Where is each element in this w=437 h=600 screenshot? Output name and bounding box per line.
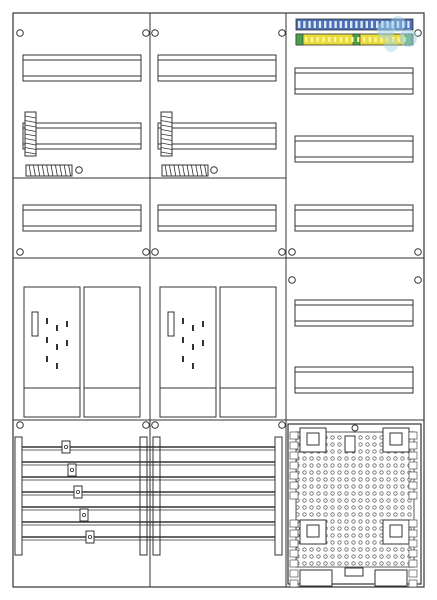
edge-notch [290, 520, 298, 527]
bottom-latch [345, 568, 363, 576]
din-rail [295, 136, 413, 162]
terminal-slot [317, 37, 319, 42]
edge-notch [409, 550, 417, 557]
din-rail [158, 123, 276, 149]
terminal-slot [355, 21, 357, 28]
terminal-slot [366, 21, 368, 28]
din-rail [23, 55, 141, 81]
terminal-slot [303, 21, 305, 28]
meter-slot [168, 312, 174, 336]
mounting-hole [17, 422, 24, 429]
din-rail [23, 205, 141, 231]
edge-notch [290, 492, 298, 499]
mounting-hole [415, 277, 422, 284]
meter-slot [32, 312, 38, 336]
edge-notch [290, 560, 298, 567]
mounting-hole [76, 167, 83, 174]
meter-contact [192, 344, 194, 350]
mounting-hole [152, 249, 159, 256]
din-rail [158, 205, 276, 231]
meter-contact [192, 325, 194, 331]
edge-notch [409, 482, 417, 489]
logo-circle [384, 38, 398, 52]
mounting-hole [143, 249, 150, 256]
terminal-slot [350, 21, 352, 28]
terminal-slot [298, 21, 300, 28]
mounting-hole [143, 30, 150, 37]
terminal-slot [340, 37, 342, 42]
mounting-hole [211, 167, 218, 174]
meter-contact [202, 321, 204, 327]
busbar-support [15, 437, 22, 555]
terminal-slot [371, 21, 373, 28]
edge-notch [409, 580, 417, 587]
terminal-slot [314, 21, 316, 28]
logo-circle [399, 29, 417, 47]
mounting-hole [17, 249, 24, 256]
terminal-slot [375, 37, 377, 42]
terminal-slot [360, 21, 362, 28]
bottom-bracket [375, 570, 407, 586]
busbar-sections [15, 437, 282, 555]
terminal-slot [324, 21, 326, 28]
bracket-slot [307, 433, 319, 445]
terminal-slot [328, 37, 330, 42]
bracket-slot [390, 433, 402, 445]
edge-notch [409, 472, 417, 479]
edge-notch [290, 482, 298, 489]
terminal-slot [407, 21, 409, 28]
terminal-slot [363, 37, 365, 42]
mounting-hole [415, 249, 422, 256]
mounting-hole [152, 30, 159, 37]
clamp-screw [88, 535, 91, 538]
din-rail [295, 300, 413, 326]
terminal-slot [351, 37, 353, 42]
meter-contact [66, 340, 68, 346]
edge-notch [409, 442, 417, 449]
terminal-slot [319, 21, 321, 28]
edge-notch [290, 472, 298, 479]
meter-contact [182, 356, 184, 362]
edge-notch [409, 452, 417, 459]
terminal-slot [357, 37, 359, 42]
terminal-slot [305, 37, 307, 42]
mounting-hole [279, 249, 286, 256]
bracket-slot [307, 525, 319, 537]
mounting-hole [279, 422, 286, 429]
clamp-screw [70, 468, 73, 471]
terminal-slot [340, 21, 342, 28]
meter-blank-panel [220, 287, 276, 417]
din-rail [295, 367, 413, 393]
meter-contact [182, 318, 184, 324]
din-rail [158, 55, 276, 81]
terminal-slot [334, 37, 336, 42]
edge-notch [290, 570, 298, 577]
meter-contact [192, 363, 194, 369]
meter-panel [24, 287, 80, 417]
edge-notch [409, 492, 417, 499]
edge-notch [290, 432, 298, 439]
clamp-screw [82, 513, 85, 516]
bracket-slot [390, 525, 402, 537]
meter-panel [160, 287, 216, 417]
edge-notch [290, 452, 298, 459]
meter-contact [56, 325, 58, 331]
meter-contact [56, 344, 58, 350]
edge-notch [409, 560, 417, 567]
meter-contact [46, 318, 48, 324]
perforated-mounting-plate [288, 424, 421, 587]
plate-screw [352, 425, 358, 431]
edge-notch [409, 520, 417, 527]
mounting-hole [279, 30, 286, 37]
terminal-slot [329, 21, 331, 28]
mounting-hole [17, 30, 24, 37]
din-rail [23, 123, 141, 149]
din-rail [295, 205, 413, 231]
logo-circle [390, 16, 406, 32]
edge-notch [409, 462, 417, 469]
din-rail [295, 68, 413, 94]
busbar-support [275, 437, 282, 555]
edge-notch [290, 540, 298, 547]
bottom-bracket [300, 570, 332, 586]
mounting-hole [143, 422, 150, 429]
edge-notch [409, 432, 417, 439]
edge-notch [290, 442, 298, 449]
meter-blank-panel [84, 287, 140, 417]
terminal-slot [334, 21, 336, 28]
meter-contact [202, 340, 204, 346]
meter-contact [46, 356, 48, 362]
din-rails [23, 55, 413, 393]
edge-notch [409, 540, 417, 547]
clamp-screw [76, 490, 79, 493]
terminal-slot [322, 37, 324, 42]
mounting-hole [289, 277, 296, 284]
edge-notch [409, 530, 417, 537]
edge-notch [409, 570, 417, 577]
meter-contact [56, 363, 58, 369]
terminal-slot [346, 37, 348, 42]
edge-notch [290, 462, 298, 469]
edge-notch [290, 550, 298, 557]
terminal-slot [345, 21, 347, 28]
terminal-slot [369, 37, 371, 42]
meter-contact [46, 337, 48, 343]
mounting-hole [289, 249, 296, 256]
meter-contact [66, 321, 68, 327]
terminal-slot [311, 37, 313, 42]
top-latch [345, 436, 355, 452]
edge-notch [290, 580, 298, 587]
clamp-screw [64, 445, 67, 448]
earth-terminal [296, 34, 303, 45]
mounting-hole [152, 422, 159, 429]
meter-contact [182, 337, 184, 343]
terminal-slot [308, 21, 310, 28]
edge-notch [290, 530, 298, 537]
